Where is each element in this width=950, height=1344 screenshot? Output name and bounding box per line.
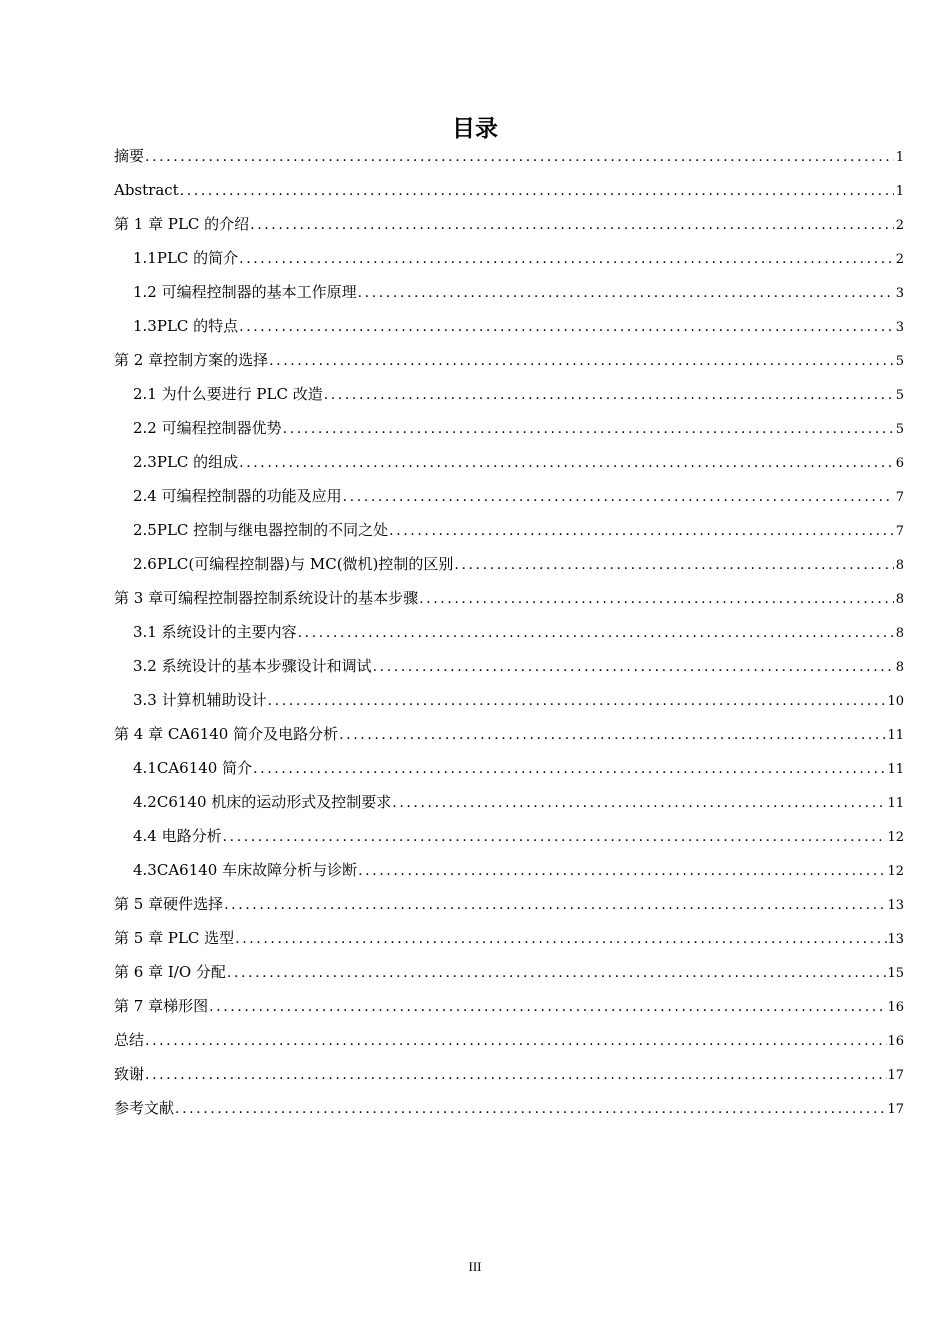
toc-entry-page-number: 12 <box>887 864 904 879</box>
toc-entry-page-number: 1 <box>895 184 904 199</box>
toc-entry-label: 第 5 章硬件选择 <box>114 895 224 913</box>
toc-dot-leader <box>238 242 894 276</box>
toc-entry-label: 第 7 章梯形图 <box>114 997 209 1015</box>
toc-entry[interactable] <box>114 377 904 411</box>
toc-entry-page-number: 17 <box>887 1102 904 1117</box>
toc-entry-label: 4.2C6140 机床的运动形式及控制要求 <box>133 793 392 811</box>
toc-dot-leader <box>267 684 888 718</box>
toc-entry-page-number: 1 <box>895 150 904 165</box>
toc-entry-page-number: 8 <box>895 626 904 641</box>
toc-list <box>114 139 904 1125</box>
toc-entry-label: 4.4 电路分析 <box>133 827 222 845</box>
toc-entry-label: 总结 <box>114 1031 145 1049</box>
toc-entry[interactable] <box>114 343 904 377</box>
toc-entry-label: 2.3PLC 的组成 <box>133 453 239 471</box>
toc-entry[interactable] <box>114 241 904 275</box>
toc-entry[interactable] <box>114 309 904 343</box>
toc-entry-label: 1.3PLC 的特点 <box>133 317 239 335</box>
toc-entry-page-number: 5 <box>895 354 904 369</box>
toc-dot-leader <box>268 344 894 378</box>
toc-entry-page-number: 12 <box>887 830 904 845</box>
toc-entry-page-number: 13 <box>887 898 904 913</box>
toc-dot-leader <box>249 208 894 242</box>
toc-entry-page-number: 7 <box>895 524 904 539</box>
toc-entry-page-number: 7 <box>895 490 904 505</box>
toc-entry-label: 2.1 为什么要进行 PLC 改造 <box>133 385 323 403</box>
toc-entry-label: 参考文献 <box>114 1099 175 1117</box>
toc-entry[interactable] <box>114 819 904 853</box>
toc-dot-leader <box>338 718 887 752</box>
toc-dot-leader <box>282 412 894 446</box>
toc-entry[interactable] <box>114 547 904 581</box>
toc-entry[interactable] <box>114 853 904 887</box>
toc-dot-leader <box>297 616 894 650</box>
toc-entry-label: 3.1 系统设计的主要内容 <box>133 623 297 641</box>
toc-entry-label: 2.6PLC(可编程控制器)与 MC(微机)控制的区别 <box>133 555 454 573</box>
toc-entry[interactable] <box>114 479 904 513</box>
toc-entry[interactable] <box>114 989 904 1023</box>
toc-dot-leader <box>223 888 887 922</box>
toc-dot-leader <box>238 310 894 344</box>
toc-dot-leader <box>174 1092 887 1126</box>
toc-entry-page-number: 6 <box>895 456 904 471</box>
toc-entry-page-number: 15 <box>887 966 904 981</box>
toc-entry[interactable] <box>114 887 904 921</box>
toc-entry-label: Abstract <box>114 181 179 199</box>
toc-entry-label: 2.5PLC 控制与继电器控制的不同之处 <box>133 521 389 539</box>
toc-entry-page-number: 10 <box>887 694 904 709</box>
toc-entry-label: 第 3 章可编程控制器控制系统设计的基本步骤 <box>114 589 419 607</box>
toc-dot-leader <box>357 854 887 888</box>
toc-title: 目录 <box>452 116 498 142</box>
toc-entry-label: 3.3 计算机辅助设计 <box>133 691 267 709</box>
toc-dot-leader <box>226 956 888 990</box>
toc-entry-page-number: 2 <box>895 218 904 233</box>
toc-entry-page-number: 8 <box>895 592 904 607</box>
toc-entry-label: 1.1PLC 的简介 <box>133 249 239 267</box>
toc-entry-page-number: 8 <box>895 558 904 573</box>
footer-page-number: III <box>468 1259 482 1274</box>
toc-entry-label: 第 4 章 CA6140 简介及电路分析 <box>114 725 339 743</box>
toc-entry-page-number: 2 <box>895 252 904 267</box>
toc-entry-page-number: 13 <box>887 932 904 947</box>
toc-dot-leader <box>144 1058 887 1092</box>
toc-dot-leader <box>252 752 887 786</box>
toc-entry[interactable] <box>114 1091 904 1125</box>
toc-entry[interactable] <box>114 275 904 309</box>
toc-entry-page-number: 5 <box>895 388 904 403</box>
toc-dot-leader <box>144 1024 887 1058</box>
toc-entry-page-number: 11 <box>887 728 904 743</box>
toc-dot-leader <box>208 990 887 1024</box>
toc-entry[interactable] <box>114 649 904 683</box>
toc-entry[interactable] <box>114 1023 904 1057</box>
toc-dot-leader <box>222 820 888 854</box>
toc-entry[interactable] <box>114 139 904 173</box>
toc-entry[interactable] <box>114 173 904 207</box>
toc-entry[interactable] <box>114 683 904 717</box>
toc-entry-label: 4.1CA6140 简介 <box>133 759 253 777</box>
toc-entry-label: 第 1 章 PLC 的介绍 <box>114 215 250 233</box>
toc-entry-page-number: 8 <box>895 660 904 675</box>
toc-entry[interactable] <box>114 751 904 785</box>
toc-entry-label: 2.2 可编程控制器优势 <box>133 419 282 437</box>
toc-dot-leader <box>144 140 894 174</box>
toc-entry[interactable] <box>114 785 904 819</box>
toc-entry[interactable] <box>114 921 904 955</box>
toc-entry-label: 摘要 <box>114 147 145 165</box>
toc-dot-leader <box>453 548 894 582</box>
toc-entry-label: 3.2 系统设计的基本步骤设计和调试 <box>133 657 372 675</box>
toc-entry-page-number: 11 <box>887 762 904 777</box>
toc-entry-page-number: 17 <box>887 1068 904 1083</box>
toc-entry-page-number: 3 <box>895 320 904 335</box>
toc-dot-leader <box>372 650 894 684</box>
toc-entry-label: 第 2 章控制方案的选择 <box>114 351 269 369</box>
toc-entry-label: 4.3CA6140 车床故障分析与诊断 <box>133 861 358 879</box>
toc-entry[interactable] <box>114 513 904 547</box>
toc-dot-leader <box>234 922 887 956</box>
toc-entry[interactable] <box>114 1057 904 1091</box>
toc-entry-page-number: 11 <box>887 796 904 811</box>
toc-entry[interactable] <box>114 955 904 989</box>
toc-dot-leader <box>238 446 894 480</box>
toc-dot-leader <box>342 480 894 514</box>
toc-dot-leader <box>388 514 894 548</box>
toc-dot-leader <box>418 582 894 616</box>
toc-entry-label: 致谢 <box>114 1065 145 1083</box>
toc-dot-leader <box>391 786 887 820</box>
toc-entry-page-number: 16 <box>887 1034 904 1049</box>
toc-entry-page-number: 3 <box>895 286 904 301</box>
toc-entry-label: 第 5 章 PLC 选型 <box>114 929 235 947</box>
toc-entry-page-number: 5 <box>895 422 904 437</box>
toc-entry[interactable] <box>114 411 904 445</box>
toc-entry[interactable] <box>114 581 904 615</box>
toc-entry[interactable] <box>114 445 904 479</box>
toc-entry[interactable] <box>114 615 904 649</box>
toc-entry-label: 2.4 可编程控制器的功能及应用 <box>133 487 342 505</box>
toc-entry[interactable] <box>114 207 904 241</box>
toc-entry-label: 1.2 可编程控制器的基本工作原理 <box>133 283 357 301</box>
toc-entry[interactable] <box>114 717 904 751</box>
toc-dot-leader <box>357 276 894 310</box>
toc-dot-leader <box>179 174 894 208</box>
toc-entry-label: 第 6 章 I/O 分配 <box>114 963 226 981</box>
toc-entry-page-number: 16 <box>887 1000 904 1015</box>
toc-dot-leader <box>323 378 894 412</box>
